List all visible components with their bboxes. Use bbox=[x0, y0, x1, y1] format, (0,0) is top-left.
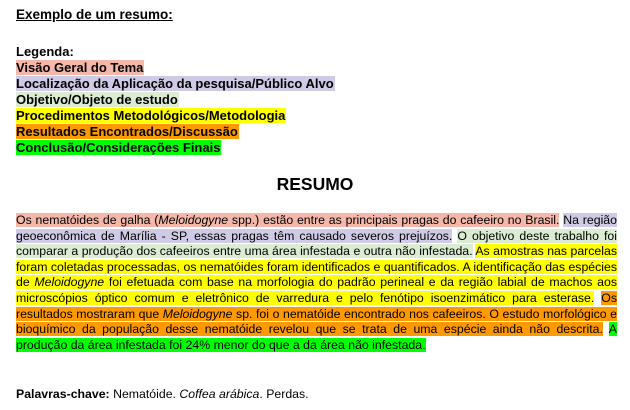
legend-item-localizacao bbox=[16, 76, 335, 92]
abstract-text: spp.) estão entre as principais pragas do cafeeiro no Brasil. bbox=[228, 213, 560, 227]
species-name: Meloidogyne bbox=[34, 275, 105, 290]
keyword: Nematóide. bbox=[109, 387, 180, 401]
species-name: Meloidogyne bbox=[158, 213, 229, 227]
legend-item-resultados bbox=[16, 124, 335, 140]
abstract-text: Os resultados mostraram que bbox=[16, 290, 617, 321]
legend bbox=[16, 44, 335, 156]
keyword: Coffea arábica bbox=[179, 387, 260, 401]
abstract-text: Os nematóides de galha ( bbox=[16, 213, 159, 227]
keywords-label: Palavras-chave: bbox=[16, 387, 110, 401]
page-heading: Exemplo de um resumo: bbox=[16, 7, 173, 22]
legend-label: Conclusão/Considerações Finais bbox=[16, 140, 221, 155]
abstract-objective: O objetivo deste trabalho foi comparar a produção dos cafeeiros entre uma área infestada e outra não infestada. bbox=[16, 228, 617, 259]
legend-label: Localização da Aplicação da pesquisa/Público Alvo bbox=[16, 76, 334, 91]
legend-item-visao-geral bbox=[16, 60, 335, 76]
resumo-title: RESUMO bbox=[276, 174, 354, 194]
species-name: Meloidogyne bbox=[162, 306, 233, 321]
legend-item-conclusao bbox=[16, 140, 335, 156]
abstract-text: foi efetuada com base na morfologia do padrão perineal e da região labial de machos aos microscópios óptico comum e eletrônico de varredura e pelo fenótipo isoenzimático para esterase. bbox=[16, 275, 617, 305]
keywords-line bbox=[16, 387, 309, 401]
abstract-overview bbox=[16, 213, 559, 227]
legend-item-procedimentos bbox=[16, 108, 335, 124]
abstract-paragraph bbox=[16, 213, 617, 353]
abstract-location: Na região geoeconômica de Marília - SP, essas pragas têm causado severos prejuízos. bbox=[16, 213, 617, 243]
abstract-text: As amostras nas parcelas foram coletadas processadas, os nematóides foram identificados e quantificados. A identificação das espécies de bbox=[16, 244, 617, 290]
abstract-conclusion: A produção da área infestada foi 24% menor do que a da área não infestada. bbox=[16, 322, 617, 352]
legend-label: Objetivo/Objeto de estudo bbox=[16, 92, 178, 107]
abstract-text: sp. foi o nematóide encontrado nos cafeeiros. O estudo morfológico e bioquímico da população desse nematóide revelou que se trata de uma espécie ainda não descrita. bbox=[16, 306, 617, 337]
legend-label: Visão Geral do Tema bbox=[16, 60, 144, 75]
legend-title: Legenda: bbox=[16, 44, 74, 59]
legend-item-objetivo bbox=[16, 92, 335, 108]
keyword: . Perdas. bbox=[259, 387, 309, 401]
legend-label: Resultados Encontrados/Discussão bbox=[16, 124, 238, 139]
legend-label: Procedimentos Metodológicos/Metodologia bbox=[16, 108, 286, 123]
